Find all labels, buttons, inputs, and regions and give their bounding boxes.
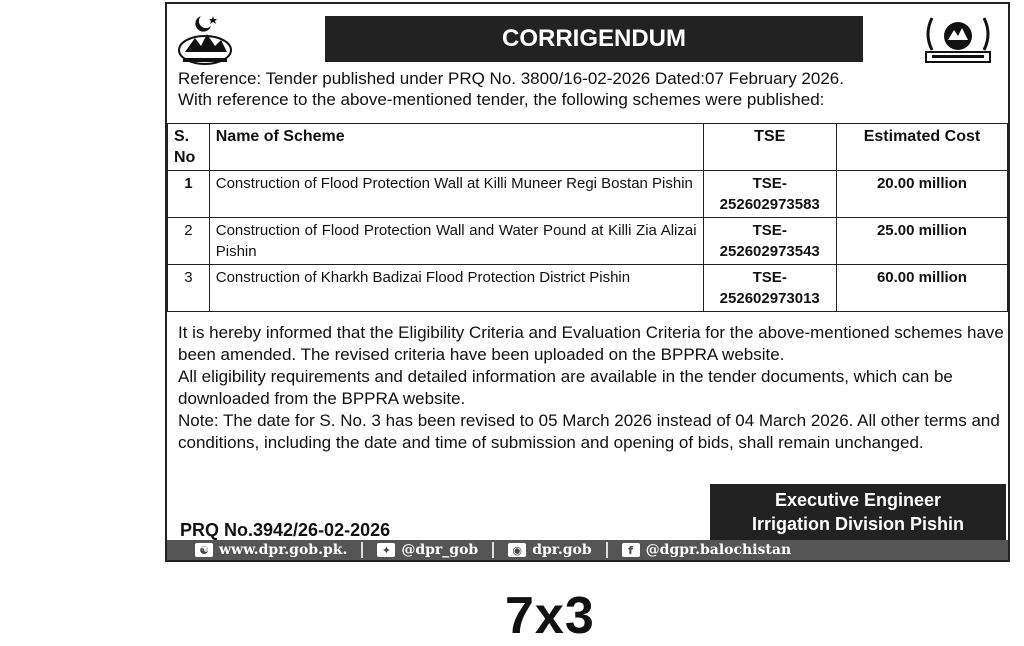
notice-paragraph: All eligibility requirements and detailed information are available in the tender documents, which can be downloaded from the BPPRA website. bbox=[178, 367, 953, 408]
balochistan-govt-emblem-icon bbox=[177, 12, 233, 68]
table-row bbox=[168, 265, 1008, 312]
instagram-item[interactable] bbox=[508, 542, 591, 558]
reference-text bbox=[178, 68, 998, 110]
notice-body bbox=[178, 322, 1004, 454]
facebook-handle[interactable]: @dgpr.balochistan bbox=[645, 542, 792, 558]
page-title: CORRIGENDUM bbox=[325, 16, 863, 62]
prq-number: PRQ No.3942/26-02-2026 bbox=[180, 520, 391, 540]
row-scheme-name: Construction of Flood Protection Wall and Water Pound at Killi Zia Alizai Pishin bbox=[209, 218, 703, 265]
row-cost: 60.00 million bbox=[836, 265, 1007, 312]
twitter-item[interactable] bbox=[377, 542, 478, 558]
schemes-table bbox=[167, 123, 1008, 312]
social-bar bbox=[167, 540, 1008, 560]
instagram-icon: ◉ bbox=[508, 543, 526, 557]
website-link[interactable]: www.dpr.gob.pk. bbox=[219, 542, 348, 558]
row-scheme-name: Construction of Flood Protection Wall at Killi Muneer Regi Bostan Pishin bbox=[209, 171, 703, 218]
row-scheme-name: Construction of Kharkh Badizai Flood Protection District Pishin bbox=[209, 265, 703, 312]
row-cost: 25.00 million bbox=[836, 218, 1007, 265]
table-row bbox=[168, 171, 1008, 218]
website-item[interactable] bbox=[195, 542, 347, 558]
divider bbox=[606, 542, 608, 558]
row-tse: TSE- 252602973583 bbox=[703, 171, 836, 218]
header-name: Name of Scheme bbox=[209, 124, 703, 171]
row-tse: TSE- 252602973543 bbox=[703, 218, 836, 265]
row-cost: 20.00 million bbox=[836, 171, 1007, 218]
header-tse: TSE bbox=[703, 124, 836, 171]
instagram-handle[interactable]: dpr.gob bbox=[532, 542, 592, 558]
divider bbox=[492, 542, 494, 558]
intro-line: With reference to the above-mentioned tender, the following schemes were published: bbox=[178, 90, 825, 109]
row-sno: 1 bbox=[168, 171, 210, 218]
table-row bbox=[168, 218, 1008, 265]
facebook-icon: f bbox=[622, 543, 640, 557]
signatory-block bbox=[710, 484, 1006, 540]
signatory-title: Executive Engineer bbox=[774, 490, 942, 510]
twitter-icon: ✦ bbox=[377, 543, 395, 557]
header-sno: S. No bbox=[168, 124, 210, 171]
divider bbox=[361, 542, 363, 558]
facebook-item[interactable] bbox=[622, 542, 791, 558]
irrigation-department-emblem-icon bbox=[918, 10, 998, 70]
advertisement-frame bbox=[165, 2, 1010, 562]
notice-paragraph: It is hereby informed that the Eligibility Criteria and Evaluation Criteria for the above-mentioned schemes have been amended. The revised criteria have been uploaded on the BPPRA website. bbox=[178, 323, 1004, 364]
row-sno: 2 bbox=[168, 218, 210, 265]
table-header-row bbox=[168, 124, 1008, 171]
row-tse: TSE- 252602973013 bbox=[703, 265, 836, 312]
signatory-office: Irrigation Division Pishin bbox=[751, 514, 965, 534]
ad-size-code: 7x3 bbox=[505, 587, 595, 645]
header-cost: Estimated Cost bbox=[836, 124, 1007, 171]
note-paragraph: Note: The date for S. No. 3 has been revised to 05 March 2026 instead of 04 March 2026. All other terms and conditions, including the date and time of submission and opening of bids, shall remain unchanged. bbox=[178, 411, 1000, 452]
twitter-handle[interactable]: @dpr_gob bbox=[401, 542, 479, 558]
reference-line: Reference: Tender published under PRQ No. 3800/16-02-2026 Dated:07 February 2026. bbox=[178, 69, 844, 88]
globe-icon: ☯ bbox=[195, 543, 213, 557]
row-sno: 3 bbox=[168, 265, 210, 312]
